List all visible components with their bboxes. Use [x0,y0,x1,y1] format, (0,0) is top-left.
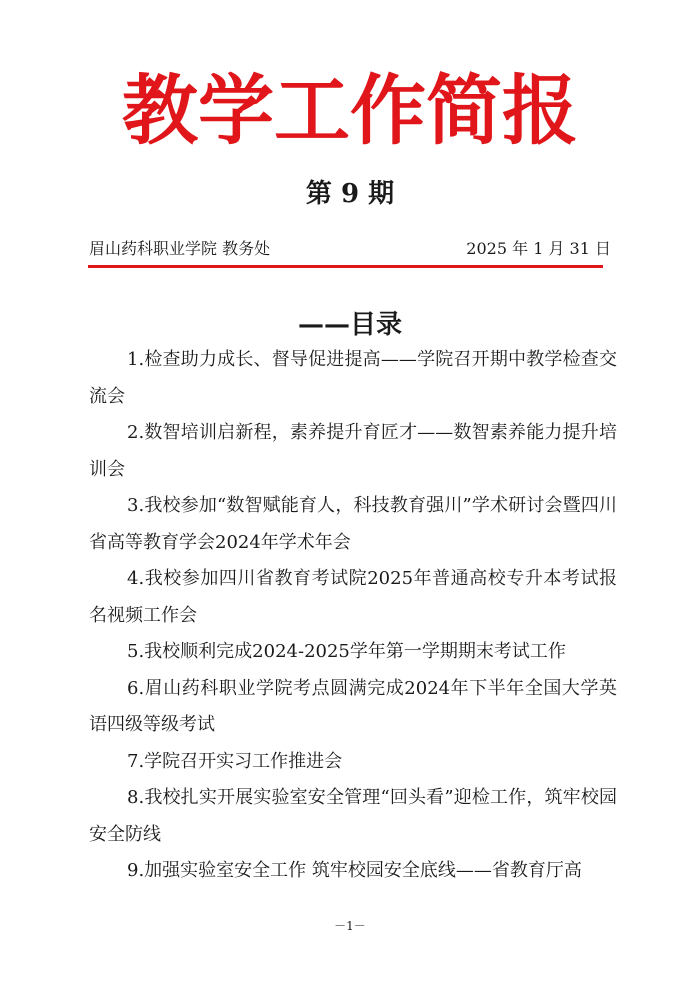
toc-item: 9.加强实验室安全工作 筑牢校园安全底线——省教育厅高 [127,860,582,881]
toc-item: 4.我校参加四川省教育考试院2025年普通高校专升本考试报名视频工作会 [89,568,617,626]
issue-number: 第 9 期 [305,179,395,209]
red-divider [88,265,603,268]
toc-item: 7.学院召开实习工作推进会 [127,750,343,772]
page-number: －1－ [334,919,366,933]
toc-item: 5.我校顺利完成2024-2025学年第一学期期末考试工作 [127,641,566,662]
toc-item: 2.数智培训启新程，素养提升育匠才——数智素养能力提升培训会 [89,422,617,480]
toc-item: 8.我校扎实开展实验室安全管理“回头看”迎检工作，筑牢校园安全防线 [89,787,617,845]
toc-item: 6.眉山药科职业学院考点圆满完成2024年下半年全国大学英语四级等级考试 [89,677,617,735]
publisher-label: 眉山药科职业学院 教务处 [89,239,271,258]
masthead-title: 教学工作简报 [122,66,578,155]
meta-row [89,236,611,262]
toc-list [89,342,617,890]
toc-item: 1.检查助力成长、督导促进提高——学院召开期中教学检查交流会 [89,349,617,407]
toc-item: 3.我校参加“数智赋能育人，科技教育强川”学术研讨会暨四川省高等教育学会2024年学术年会 [89,495,617,553]
issue-date: 2025 年 1 月 31 日 [466,239,611,258]
toc-title: ——目录 [297,310,402,340]
